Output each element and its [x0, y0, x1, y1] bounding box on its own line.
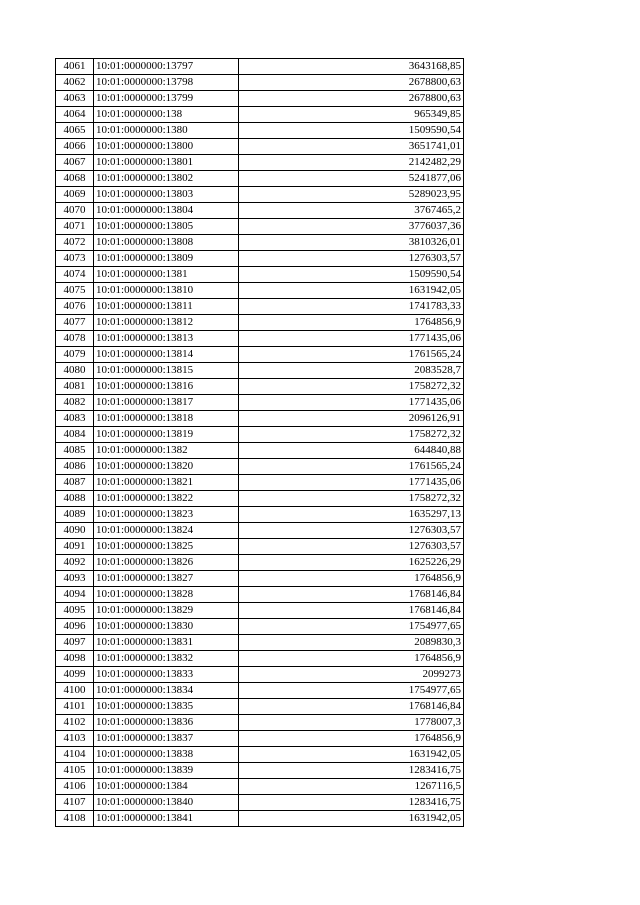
cadastral-number-cell: 10:01:0000000:13809 [94, 251, 239, 267]
row-number-cell: 4066 [56, 139, 94, 155]
table-row [56, 603, 464, 619]
table-row [56, 363, 464, 379]
table-row [56, 523, 464, 539]
row-number-cell: 4075 [56, 283, 94, 299]
value-cell: 1771435,06 [239, 475, 464, 491]
row-number-cell: 4073 [56, 251, 94, 267]
value-cell: 1764856,9 [239, 731, 464, 747]
value-cell: 1764856,9 [239, 315, 464, 331]
table-row [56, 123, 464, 139]
cadastral-number-cell: 10:01:0000000:13815 [94, 363, 239, 379]
value-cell: 1768146,84 [239, 587, 464, 603]
cadastral-number-cell: 10:01:0000000:1382 [94, 443, 239, 459]
table-row [56, 219, 464, 235]
row-number-cell: 4061 [56, 59, 94, 75]
value-cell: 1635297,13 [239, 507, 464, 523]
row-number-cell: 4077 [56, 315, 94, 331]
row-number-cell: 4078 [56, 331, 94, 347]
value-cell: 1758272,32 [239, 491, 464, 507]
value-cell: 5289023,95 [239, 187, 464, 203]
cadastral-number-cell: 10:01:0000000:13811 [94, 299, 239, 315]
value-cell: 1283416,75 [239, 763, 464, 779]
value-cell: 1276303,57 [239, 539, 464, 555]
cadastral-number-cell: 10:01:0000000:13826 [94, 555, 239, 571]
row-number-cell: 4096 [56, 619, 94, 635]
row-number-cell: 4082 [56, 395, 94, 411]
value-cell: 1276303,57 [239, 523, 464, 539]
cadastral-number-cell: 10:01:0000000:13816 [94, 379, 239, 395]
table-row [56, 475, 464, 491]
cadastral-number-cell: 10:01:0000000:13810 [94, 283, 239, 299]
cadastral-number-cell: 10:01:0000000:13830 [94, 619, 239, 635]
value-cell: 3810326,01 [239, 235, 464, 251]
table-row [56, 187, 464, 203]
row-number-cell: 4074 [56, 267, 94, 283]
row-number-cell: 4095 [56, 603, 94, 619]
value-cell: 1509590,54 [239, 123, 464, 139]
table-row [56, 635, 464, 651]
cadastral-number-cell: 10:01:0000000:13824 [94, 523, 239, 539]
cadastral-number-cell: 10:01:0000000:13831 [94, 635, 239, 651]
cadastral-number-cell: 10:01:0000000:13829 [94, 603, 239, 619]
table-row [56, 171, 464, 187]
cadastral-number-cell: 10:01:0000000:13832 [94, 651, 239, 667]
table-row [56, 507, 464, 523]
value-cell: 1741783,33 [239, 299, 464, 315]
value-cell: 1758272,32 [239, 427, 464, 443]
table-row [56, 699, 464, 715]
row-number-cell: 4065 [56, 123, 94, 139]
table-row [56, 283, 464, 299]
value-cell: 2678800,63 [239, 75, 464, 91]
table-row [56, 779, 464, 795]
row-number-cell: 4099 [56, 667, 94, 683]
cadastral-number-cell: 10:01:0000000:13840 [94, 795, 239, 811]
cadastral-number-cell: 10:01:0000000:1381 [94, 267, 239, 283]
row-number-cell: 4104 [56, 747, 94, 763]
table-row [56, 315, 464, 331]
table-row [56, 811, 464, 827]
value-cell: 3776037,36 [239, 219, 464, 235]
value-cell: 644840,88 [239, 443, 464, 459]
table-row [56, 459, 464, 475]
row-number-cell: 4098 [56, 651, 94, 667]
value-cell: 3651741,01 [239, 139, 464, 155]
value-cell: 5241877,06 [239, 171, 464, 187]
value-cell: 2099273 [239, 667, 464, 683]
table-row [56, 571, 464, 587]
value-cell: 1768146,84 [239, 603, 464, 619]
row-number-cell: 4086 [56, 459, 94, 475]
cadastral-number-cell: 10:01:0000000:13836 [94, 715, 239, 731]
row-number-cell: 4107 [56, 795, 94, 811]
cadastral-number-cell: 10:01:0000000:13802 [94, 171, 239, 187]
document-page [55, 58, 464, 827]
row-number-cell: 4083 [56, 411, 94, 427]
row-number-cell: 4108 [56, 811, 94, 827]
value-cell: 1761565,24 [239, 459, 464, 475]
table-row [56, 715, 464, 731]
table-row [56, 75, 464, 91]
cadastral-number-cell: 10:01:0000000:13828 [94, 587, 239, 603]
cadastral-number-cell: 10:01:0000000:13839 [94, 763, 239, 779]
row-number-cell: 4070 [56, 203, 94, 219]
cadastral-number-cell: 10:01:0000000:13825 [94, 539, 239, 555]
value-cell: 2083528,7 [239, 363, 464, 379]
table-row [56, 267, 464, 283]
cadastral-number-cell: 10:01:0000000:13820 [94, 459, 239, 475]
table-row [56, 667, 464, 683]
row-number-cell: 4106 [56, 779, 94, 795]
value-cell: 1768146,84 [239, 699, 464, 715]
table-body [56, 59, 464, 827]
row-number-cell: 4067 [56, 155, 94, 171]
value-cell: 1771435,06 [239, 395, 464, 411]
value-cell: 1754977,65 [239, 683, 464, 699]
value-cell: 3767465,2 [239, 203, 464, 219]
row-number-cell: 4100 [56, 683, 94, 699]
table-row [56, 155, 464, 171]
row-number-cell: 4076 [56, 299, 94, 315]
row-number-cell: 4092 [56, 555, 94, 571]
table-row [56, 539, 464, 555]
value-cell: 1761565,24 [239, 347, 464, 363]
table-row [56, 491, 464, 507]
row-number-cell: 4091 [56, 539, 94, 555]
row-number-cell: 4094 [56, 587, 94, 603]
cadastral-number-cell: 10:01:0000000:13804 [94, 203, 239, 219]
row-number-cell: 4101 [56, 699, 94, 715]
row-number-cell: 4064 [56, 107, 94, 123]
cadastral-number-cell: 10:01:0000000:13800 [94, 139, 239, 155]
value-cell: 1625226,29 [239, 555, 464, 571]
cadastral-number-cell: 10:01:0000000:13799 [94, 91, 239, 107]
value-cell: 1276303,57 [239, 251, 464, 267]
value-cell: 3643168,85 [239, 59, 464, 75]
table-row [56, 427, 464, 443]
row-number-cell: 4088 [56, 491, 94, 507]
cadastral-number-cell: 10:01:0000000:13805 [94, 219, 239, 235]
value-cell: 1764856,9 [239, 571, 464, 587]
value-cell: 1754977,65 [239, 619, 464, 635]
cadastral-number-cell: 10:01:0000000:13821 [94, 475, 239, 491]
row-number-cell: 4068 [56, 171, 94, 187]
row-number-cell: 4069 [56, 187, 94, 203]
cadastral-number-cell: 10:01:0000000:13823 [94, 507, 239, 523]
cadastral-number-cell: 10:01:0000000:13814 [94, 347, 239, 363]
row-number-cell: 4089 [56, 507, 94, 523]
table-row [56, 91, 464, 107]
cadastral-number-cell: 10:01:0000000:13803 [94, 187, 239, 203]
value-cell: 1771435,06 [239, 331, 464, 347]
value-cell: 1758272,32 [239, 379, 464, 395]
value-cell: 2678800,63 [239, 91, 464, 107]
cadastral-number-cell: 10:01:0000000:1380 [94, 123, 239, 139]
row-number-cell: 4085 [56, 443, 94, 459]
table-row [56, 763, 464, 779]
cadastral-number-cell: 10:01:0000000:13797 [94, 59, 239, 75]
value-cell: 1267116,5 [239, 779, 464, 795]
value-cell: 1631942,05 [239, 811, 464, 827]
row-number-cell: 4090 [56, 523, 94, 539]
row-number-cell: 4087 [56, 475, 94, 491]
table-row [56, 251, 464, 267]
cadastral-number-cell: 10:01:0000000:13812 [94, 315, 239, 331]
table-row [56, 795, 464, 811]
row-number-cell: 4105 [56, 763, 94, 779]
cadastral-number-cell: 10:01:0000000:13822 [94, 491, 239, 507]
row-number-cell: 4062 [56, 75, 94, 91]
table-row [56, 683, 464, 699]
value-cell: 1631942,05 [239, 747, 464, 763]
value-cell: 1283416,75 [239, 795, 464, 811]
cadastral-number-cell: 10:01:0000000:13817 [94, 395, 239, 411]
value-cell: 965349,85 [239, 107, 464, 123]
cadastral-number-cell: 10:01:0000000:13808 [94, 235, 239, 251]
table-row [56, 555, 464, 571]
cadastral-number-cell: 10:01:0000000:13838 [94, 747, 239, 763]
row-number-cell: 4102 [56, 715, 94, 731]
row-number-cell: 4097 [56, 635, 94, 651]
row-number-cell: 4084 [56, 427, 94, 443]
table-row [56, 347, 464, 363]
cadastral-number-cell: 10:01:0000000:138 [94, 107, 239, 123]
table-row [56, 59, 464, 75]
cadastral-number-cell: 10:01:0000000:13813 [94, 331, 239, 347]
table-row [56, 619, 464, 635]
value-cell: 1778007,3 [239, 715, 464, 731]
cadastral-number-cell: 10:01:0000000:13827 [94, 571, 239, 587]
cadastral-value-table [55, 58, 464, 827]
table-row [56, 443, 464, 459]
table-row [56, 331, 464, 347]
cadastral-number-cell: 10:01:0000000:13801 [94, 155, 239, 171]
row-number-cell: 4093 [56, 571, 94, 587]
cadastral-number-cell: 10:01:0000000:13798 [94, 75, 239, 91]
value-cell: 2142482,29 [239, 155, 464, 171]
value-cell: 1509590,54 [239, 267, 464, 283]
table-row [56, 651, 464, 667]
row-number-cell: 4081 [56, 379, 94, 395]
cadastral-number-cell: 10:01:0000000:13837 [94, 731, 239, 747]
table-row [56, 235, 464, 251]
cadastral-number-cell: 10:01:0000000:13819 [94, 427, 239, 443]
table-row [56, 107, 464, 123]
value-cell: 2089830,3 [239, 635, 464, 651]
cadastral-number-cell: 10:01:0000000:13841 [94, 811, 239, 827]
table-row [56, 747, 464, 763]
row-number-cell: 4072 [56, 235, 94, 251]
table-row [56, 203, 464, 219]
cadastral-number-cell: 10:01:0000000:13818 [94, 411, 239, 427]
value-cell: 2096126,91 [239, 411, 464, 427]
cadastral-number-cell: 10:01:0000000:1384 [94, 779, 239, 795]
row-number-cell: 4071 [56, 219, 94, 235]
value-cell: 1764856,9 [239, 651, 464, 667]
cadastral-number-cell: 10:01:0000000:13833 [94, 667, 239, 683]
table-row [56, 299, 464, 315]
table-row [56, 379, 464, 395]
table-row [56, 139, 464, 155]
row-number-cell: 4063 [56, 91, 94, 107]
cadastral-number-cell: 10:01:0000000:13834 [94, 683, 239, 699]
table-row [56, 395, 464, 411]
table-row [56, 587, 464, 603]
table-row [56, 731, 464, 747]
table-row [56, 411, 464, 427]
value-cell: 1631942,05 [239, 283, 464, 299]
cadastral-number-cell: 10:01:0000000:13835 [94, 699, 239, 715]
row-number-cell: 4079 [56, 347, 94, 363]
row-number-cell: 4103 [56, 731, 94, 747]
row-number-cell: 4080 [56, 363, 94, 379]
